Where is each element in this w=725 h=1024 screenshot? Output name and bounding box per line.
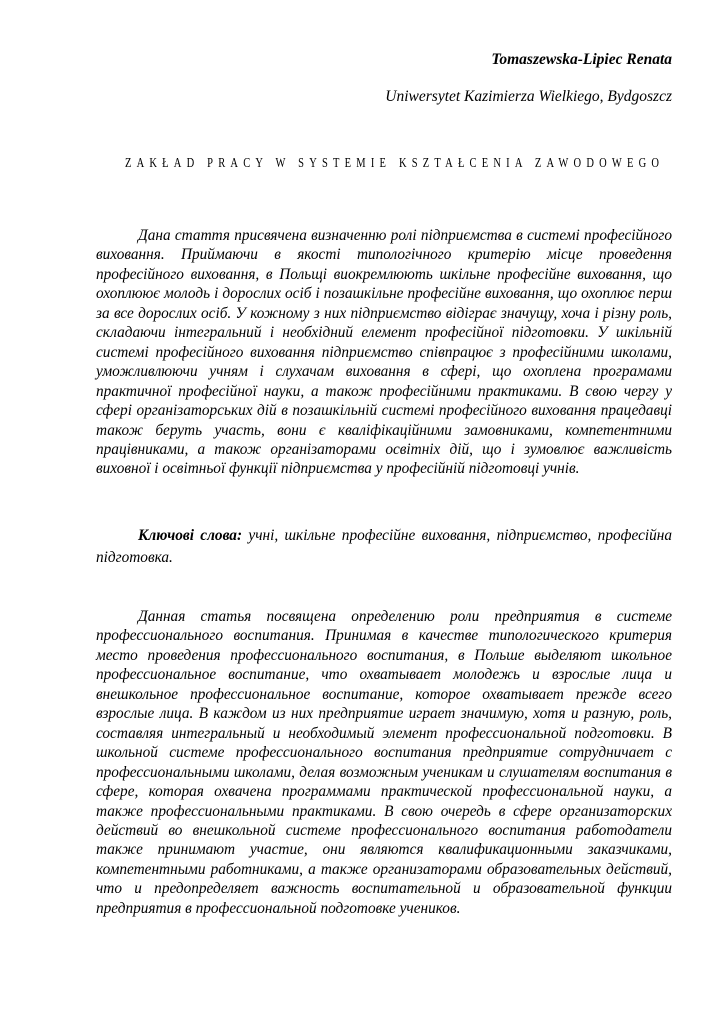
author-name: Tomaszewska-Lipiec Renata bbox=[491, 51, 672, 68]
abstract-russian: Данная статья посвящена определению роли предприятия в системе профессионального воспитания. Принимая в качестве типологического критерия место проведения профессионального воспитания, в Польше выделяют школьное профессиональное воспитание, что охватывает молодежь и взрослые лица и внешкольное профессиональное воспитание, которое охватывает прежде всего взрослые лица. В каждом из них предприятие играет значимую, хотя и разную, роль, составляя интегральный и необходимый элемент профессиональной подготовки. В школьной системе профессионального воспитания предприятие сотрудничает с профессиональными школами, делая возможным ученикам и слушателям воспитания в сфере, которая охвачена программами практической профессиональной науки, а также профессиональными практиками. В свою очередь в сфере организаторских действий во внешкольной системе профессионального воспитания работодатели также принимают участие, они являются квалификационными заказчиками, компетентными работниками, а также организаторами образовательных действий, что и предопределяет важность воспитательной и образовательной функции предприятия в профессиональной подготовке учеников. bbox=[96, 608, 672, 917]
paper-title: ZAKŁAD PRACY W SYSTEMIE KSZTAŁCENIA ZAWODOWEGO bbox=[125, 157, 665, 171]
abstract-ukrainian: Дана стаття присвячена визначенню ролі підприємства в системі професійного виховання. Приймаючи в якості типологічного критерію місце проведення професійного виховання, в Польщі виокремлюють шкільне професійне виховання, що охоплюює молодь і дорослих осіб і позашкільне професійне виховання, що охоплює перш за все дорослих осіб. У кожному з них підприємство відіграє значущу, хоча і різну роль, складаючи інтегральний і необхідний елемент професійної підготовки. У шкільній системі професійного виховання підприємство співпрацює з професійними школами, уможливлюючи учням і слухачам виховання в сфері, що охоплена програмами практичної професійної науки, а також професійними практиками. В свою чергу у сфері організаторських дій в позашкільній системі професійного виховання працедавці також беруть участь, вони є кваліфікаційними замовниками, компетентними працівниками, а також організаторами освітніх дій, що і зумовлює важливість виховної і освітньої функції підприємства у професійній підготовці учнів. bbox=[96, 227, 672, 478]
keywords-ukrainian bbox=[96, 525, 672, 569]
keywords-label: Ключові слова: bbox=[138, 527, 243, 544]
keywords-text: учні, шкільне професійне виховання, підприємство, професійна підготовка. bbox=[96, 527, 672, 566]
author-affiliation: Uniwersytet Kazimierza Wielkiego, Bydgoszcz bbox=[385, 88, 672, 105]
